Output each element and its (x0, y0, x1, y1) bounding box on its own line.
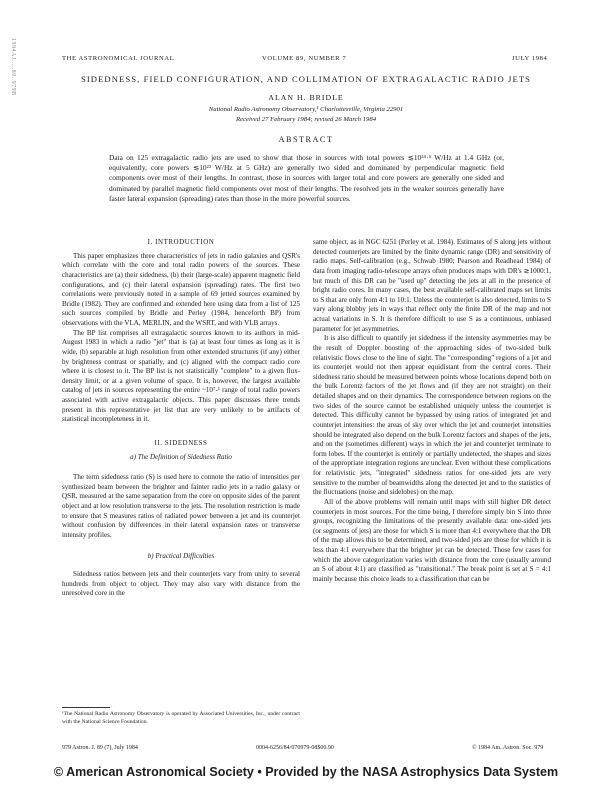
intro-paragraph-1: This paper emphasizes three characteristics of jets in radio galaxies and QSR's which correlate with the core and total radio powers of the sources. These characteristics are (a) their sidedness, (b) their (large-scale) apparent magnetic field configurations, and (c) their lateral expansion (spreading) rates. The first two correlations were previously noted in a sample of 69 jetted sources examined by Bridle (1982). They are confirmed and extended here using data from a list of 125 such sources compiled by Bridle and Perley (1984, henceforth BP) from observations with the VLA, MERLIN, and the WSRT, and with VLB arrays. (62, 251, 300, 327)
left-column (62, 238, 300, 599)
right-column (313, 238, 551, 585)
bibcode-stamp: 1984AJ.....89..979B (10, 38, 16, 96)
body-paragraph-binning: All of the above problems will remain until maps with still higher DR detect counterjets in most sources. For the time being, I therefore simply bin S into three groups, recognizing the limitations of the presently available data: one-sided jets (or segments of jets) are those for which S is more than 4:1 everywhere that the DR of the map allows this to be determined, and two-sided jets are those for which it is less than 4:1 everywhere that the brighter jet can be detected. Those few cases for which the above categorization varies with distance from the core (usually around an S of about 4:1) are classified as "transitional." The break point is set at S = 4:1 mainly because this choice leads to a classification that can be (313, 497, 551, 583)
body-paragraph-doppler: It is also difficult to quantify jet sidedness if the intensity asymmetries may be the result of Doppler boosting of the approaching sides of two-sided bulk relativistic flows close to the line of sight. The "corresponding" regions of a jet and its counterjet would not then appear equidistant from the central cores. Their sidedness ratio should be measured between points whose locations depend both on the bulk Lorentz factors of the jet flows and (if they are not straight) on their detailed shapes and on their dynamics. The correspondence between regions on the two sides of the source cannot be established uniquely unless the counterjet is detected. This difficulty cannot be bypassed by using ratios of integrated jet and counterjet intensities: the areas of sky over which the jet and counterjet intensities should be integrated also depend on the bulk Lorentz factors and shapes of the jets, and on the (sometimes different) ways in which the jet and counterjet terminate to form lobes. If the counterjet is entirely or partially undetected, the shapes and sizes of the appropriate integration regions are unclear. Even without these complications for relativistic jets, "integrated" sidedness ratios for one-sided jets are very sensitive to the number of beamwidths along the detected jet and to the statistics of the fluctuations (noise and sidelobes) on the map. (313, 334, 551, 497)
footnote-rule (62, 707, 110, 708)
subsection-heading-difficulties: b) Practical Difficulties (147, 551, 215, 560)
section-heading-sidedness: II. SIDEDNESS (154, 439, 208, 447)
abstract-heading: ABSTRACT (278, 135, 334, 144)
subsection-heading-definition: a) The Definition of Sidedness Ratio (130, 452, 232, 461)
footer-copyright: © 1984 Am. Astron. Soc. 979 (472, 745, 544, 751)
volume-number: VOLUME 89, NUMBER 7 (262, 55, 347, 62)
issue-date: JULY 1984 (512, 55, 548, 62)
abstract-text: Data on 125 extragalactic radio jets are used to show that those in sources with total powers ≲10²⁴·⁵ W/Hz at 1.4 GHz (or, equivalently, core powers ≲10²³ W/Hz at 5 GHz) are generally two sided and dominated by perpendicular magnetic field components over most of their lengths. In contrast, those in sources with larger total and core powers are generally one sided and dominated by parallel magnetic field components over most of their lengths. The resolved jets in the weaker sources generally have faster lateral expansion (spreading) rates than those in the more powerful sources. (109, 153, 504, 203)
section-heading-introduction: I. INTRODUCTION (147, 239, 215, 246)
paper-title: SIDEDNESS, FIELD CONFIGURATION, AND COLLIMATION OF EXTRAGALACTIC RADIO JETS (80, 74, 532, 84)
difficulties-paragraph: Sidedness ratios between jets and their counterjets vary from unity to several hundreds from object to object. They may also vary with distance from the unresolved core in the (62, 570, 300, 598)
author-affiliation: National Radio Astronomy Observatory,¹ Charlottesville, Virginia 22901 (208, 106, 404, 113)
ads-banner: © American Astronomical Society • Provided by the NASA Astrophysics Data System (53, 765, 559, 779)
body-paragraph-continuation: same object, as in NGC 6251 (Perley et al. 1984). Estimates of S along jets without detected counterjets are limited by the finite dynamic range (DR) and sensitivity of radio maps. Self-calibration (e.g., Schwab 1980; Pearson and Readhead 1984) of data from imaging radio-telescope arrays often produces maps with DR's ≳1000:1, but much of this DR can be "used up" detecting the jets at all in the presence of bright radio cores. In many cases, the best available self-calibrated maps set limits to S that are only from 4:1 to 10:1. Unless the counterjet is also detected, limits to S vary along blobby jets in ways that reflect only the finite DR of the map and not actual variations in S. It is therefore difficult to use S as a continuous, unbiased parameter for jet asymmetries. (313, 238, 551, 333)
footer-issn: 0004-6256/84/070979-08$00.90 (256, 745, 334, 751)
author-name: ALAN H. BRIDLE (268, 93, 344, 102)
intro-paragraph-2: The BP list comprises all extragalactic sources known to its authors in mid-August 1983 in which a radio "jet" that is (a) at least four times as long as it is wide, (b) separable at high resolution from other extended structures (if any) either by brightness contrast or spatially, and (c) aligned with the compact radio core where it is closest to it. The BP list is not statistically "complete" to a given flux-density limit, or at a given volume of space. It is, however, the largest available catalog of jets in sources representing the entire ~10⁷-¹ range of total radio powers associated with active extragalactic objects. This paper discusses three trends present in this representative jet list that are very unlikely to be artifacts of statistical incompleteness in it. (62, 328, 300, 424)
journal-name: THE ASTRONOMICAL JOURNAL (62, 55, 175, 62)
definition-paragraph: The term sidedness ratio (S) is used here to connote the ratio of intensities per synthesized beam between the brighter and fainter radio jets in a radio galaxy or QSR, measured at the same separation from the core on opposite sides of the parent object and at low resolution transverse to the jets. The resolution restriction is made to ensure that S measures ratios of radiated power between a jet and its counterjet without confusion by differences in their lateral expansion rates or transverse intensity profiles. (62, 473, 300, 539)
footnote-text: ¹The National Radio Astronomy Observatory is operated by Associated Universities, Inc., under contract with the National Science Foundation. (62, 711, 300, 725)
received-dates: Received 27 February 1984; revised 26 March 1984 (235, 116, 377, 123)
footer-citation: 979 Astron. J. 89 (7), July 1984 (62, 745, 138, 751)
